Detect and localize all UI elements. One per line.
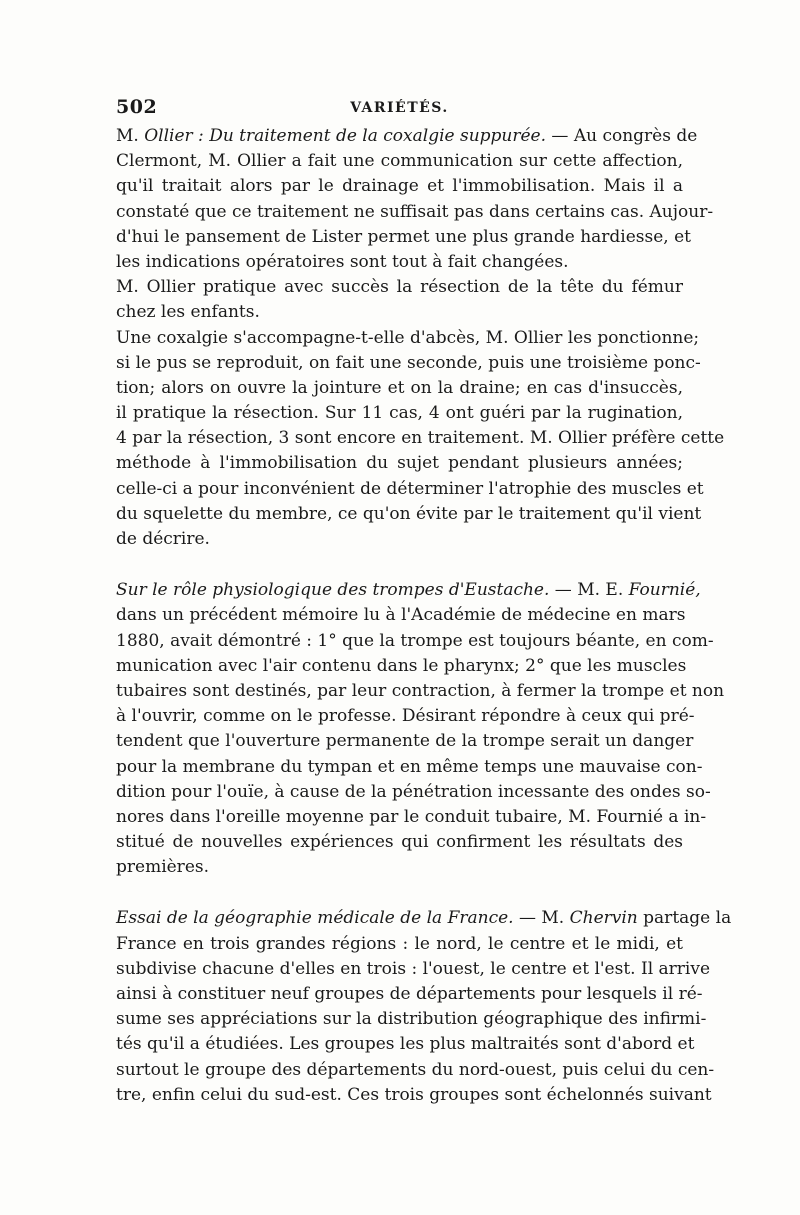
text-line: à l'ouvrir, comme on le professe. Désirant répondre à ceux qui pré- — [116, 706, 695, 727]
text-line: pour la membrane du tympan et en même temps une mauvaise con- — [116, 756, 703, 777]
paragraph-spacer — [116, 880, 683, 906]
article-title: Essai de la géographie médicale de la France. — [116, 908, 514, 929]
article-title: Sur le rôle physiologique des trompes d'Eustache. — [116, 580, 550, 601]
text-line: M. Ollier : Du traitement de la coxalgie suppurée. — Au congrès de — [116, 126, 698, 146]
text-line: premières. — [116, 857, 210, 878]
running-head: VARIÉTÉS. — [350, 100, 449, 116]
text-line: méthode à l'immobilisation du sujet pendant plusieurs années; — [116, 453, 683, 474]
text-line: il pratique la résection. Sur 11 cas, 4 ont guéri par la rugination, — [116, 403, 683, 424]
paragraph-ollier-intro — [116, 124, 714, 275]
text-line: M. Ollier pratique avec succès la résection de la tête du fémur — [116, 277, 683, 298]
author-name: Fournié, — [628, 580, 701, 601]
text-line: nores dans l'oreille moyenne par le conduit tubaire, M. Fournié a in- — [116, 806, 707, 827]
page-number: 502 — [116, 96, 158, 118]
text-line: stitué de nouvelles expériences qui confirment les résultats des — [116, 832, 683, 853]
author-name: Chervin — [569, 908, 638, 929]
text-line: munication avec l'air contenu dans le pharynx; 2° que les muscles — [116, 655, 687, 676]
text-line: sume ses appréciations sur la distribution géographique des infirmi- — [116, 1009, 707, 1030]
paragraph-geographie-medicale — [116, 906, 732, 1108]
book-page — [116, 96, 732, 1108]
text-line: du squelette du membre, ce qu'on évite par le traitement qu'il vient — [116, 503, 702, 524]
text-line: chez les enfants. — [116, 302, 260, 323]
text-line: France en trois grandes régions : le nord, le centre et le midi, et — [116, 933, 683, 954]
paragraph-trompes-eustache — [116, 578, 725, 880]
text-line: Sur le rôle physiologique des trompes d'Eustache. — M. E. Fournié, — [116, 580, 701, 601]
text-line: ainsi à constituer neuf groupes de départements pour lesquels il ré- — [116, 984, 703, 1004]
text-line: surtout le groupe des départements du nord-ouest, puis celui du cen- — [116, 1059, 715, 1080]
text-line: 1880, avait démontré : 1° que la trompe est toujours béante, en com- — [116, 630, 714, 651]
text-line: tendent que l'ouverture permanente de la trompe serait un danger — [116, 731, 694, 752]
text-line: constaté que ce traitement ne suffisait pas dans certains cas. Aujour- — [116, 201, 714, 222]
text-line: les indications opératoires sont tout à fait changées. — [116, 251, 569, 272]
text-line: 4 par la résection, 3 sont encore en traitement. M. Ollier préfère cette — [116, 428, 725, 449]
text-line: Clermont, M. Ollier a fait une communication sur cette affection, — [116, 151, 683, 172]
text-line: dition pour l'ouïe, à cause de la pénétration incessante des ondes so- — [116, 781, 711, 802]
text-line: tés qu'il a étudiées. Les groupes les plus maltraités sont d'abord et — [116, 1034, 695, 1055]
text-line: celle-ci a pour inconvénient de déterminer l'atrophie des muscles et — [116, 478, 704, 499]
text-line: d'hui le pansement de Lister permet une plus grande hardiesse, et — [116, 226, 692, 247]
text-line: tion; alors on ouvre la jointure et on la draine; en cas d'insuccès, — [116, 377, 683, 398]
paragraph-ollier-resection — [116, 275, 683, 325]
text-line: Une coxalgie s'accompagne-t-elle d'abcès, M. Ollier les ponctionne; — [116, 327, 700, 348]
text-line: Essai de la géographie médicale de la France. — M. Chervin partage la — [116, 908, 732, 929]
text-line: qu'il traitait alors par le drainage et l'immobilisation. Mais il a — [116, 176, 683, 197]
text-line: subdivise chacune d'elles en trois : l'ouest, le centre et l'est. Il arrive — [116, 958, 711, 979]
paragraph-coxalgie — [116, 326, 725, 553]
page-header — [116, 96, 683, 124]
text-line: tubaires sont destinés, par leur contraction, à fermer la trompe et non — [116, 680, 725, 701]
text-line: dans un précédent mémoire lu à l'Académie de médecine en mars — [116, 605, 686, 626]
article-title: Ollier : Du traitement de la coxalgie suppurée. — [144, 126, 547, 146]
text-line: de décrire. — [116, 529, 210, 549]
paragraph-spacer — [116, 552, 683, 578]
text-line: si le pus se reproduit, on fait une seconde, puis une troisième ponc- — [116, 352, 701, 373]
text-line: tre, enfin celui du sud-est. Ces trois groupes sont échelonnés suivant — [116, 1084, 712, 1105]
